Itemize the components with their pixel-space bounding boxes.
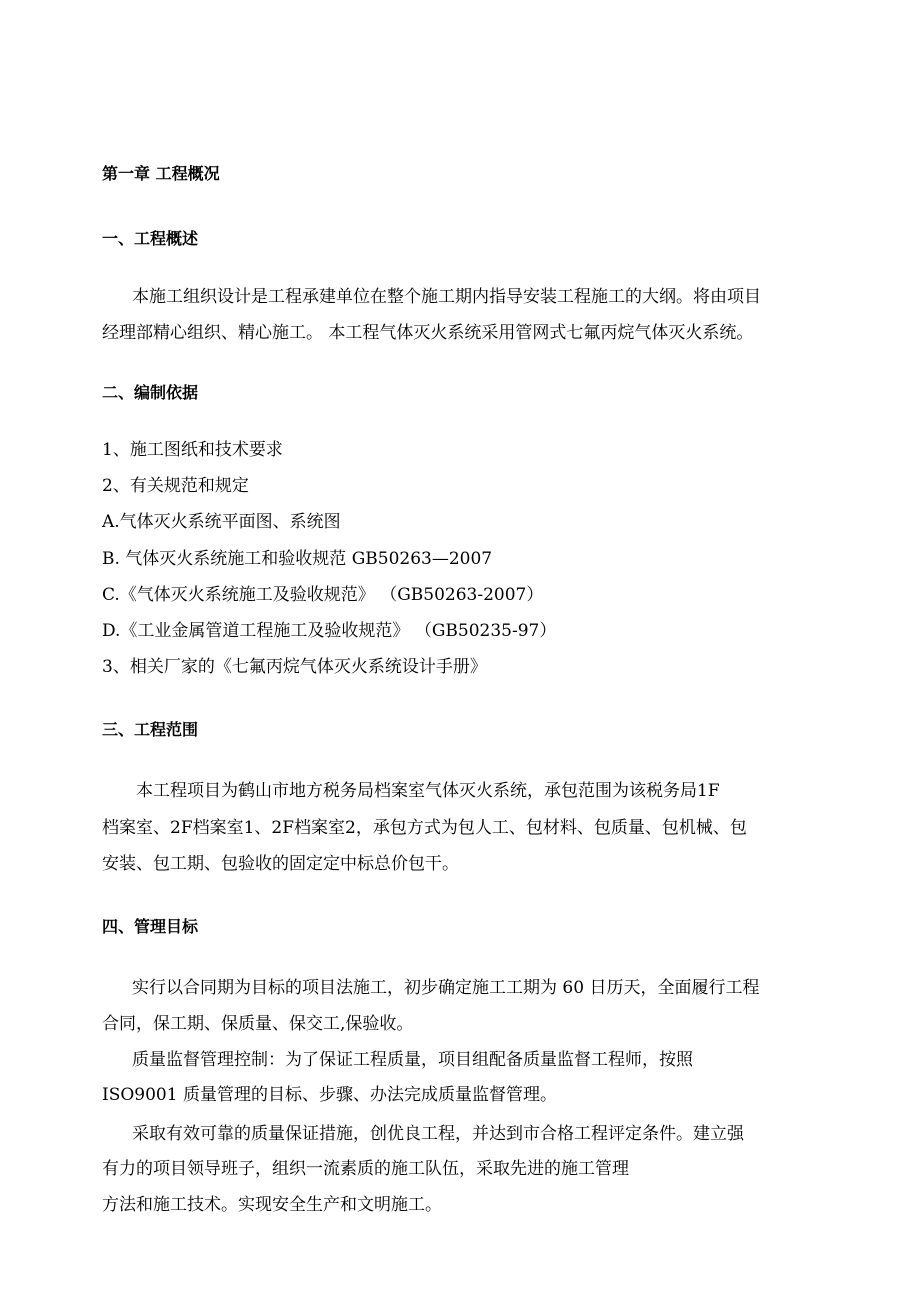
list-item: 2、有关规范和规定	[102, 476, 249, 496]
section-heading-basis: 二、编制依据	[102, 383, 199, 402]
paragraph-line: ISO9001 质量管理的目标、步骤、办法完成质量监督管理。	[102, 1085, 557, 1105]
paragraph-line: 安装、包工期、包验收的固定定中标总价包干。	[102, 854, 459, 874]
paragraph-line: 经理部精心组织、精心施工。 本工程气体灭火系统采用管网式七氟丙烷气体灭火系统。	[102, 323, 754, 343]
list-item: C.《气体灭火系统施工及验收规范》 （GB50263-2007）	[102, 585, 544, 605]
list-item: 1、施工图纸和技术要求	[102, 440, 283, 460]
paragraph-line: 合同，保工期、保质量、保交工,保验收。	[102, 1014, 414, 1034]
paragraph-line: 有力的项目领导班子，组织一流素质的施工队伍，采取先进的施工管理	[102, 1159, 629, 1179]
paragraph-line: 质量监督管理控制：为了保证工程质量，项目组配备质量监督工程师，按照	[132, 1050, 693, 1070]
paragraph-line: 本工程项目为鹤山市地方税务局档案室气体灭火系统，承包范围为该税务局1F	[136, 781, 720, 801]
list-item: D.《工业金属管道工程施工及验收规范》 （GB50235-97）	[102, 621, 557, 641]
list-item: 3、相关厂家的《七氟丙烷气体灭火系统设计手册》	[102, 657, 487, 677]
paragraph-line: 实行以合同期为目标的项目法施工，初步确定施工工期为 60 日历天，全面履行工程	[132, 978, 760, 998]
list-item: A.气体灭火系统平面图、系统图	[102, 512, 341, 532]
section-heading-goals: 四、管理目标	[102, 917, 199, 936]
paragraph-line: 本施工组织设计是工程承建单位在整个施工期内指导安装工程施工的大纲。将由项目	[132, 287, 761, 307]
paragraph-line: 档案室、2F档案室1、2F档案室2，承包方式为包人工、包材料、包质量、包机械、包	[102, 818, 747, 838]
paragraph-line: 方法和施工技术。实现安全生产和文明施工。	[102, 1195, 442, 1215]
paragraph-line: 采取有效可靠的质量保证措施，创优良工程，并达到市合格工程评定条件。建立强	[132, 1124, 744, 1144]
chapter-title: 第一章 工程概况	[102, 164, 220, 183]
section-heading-scope: 三、工程范围	[102, 720, 199, 739]
section-heading-overview: 一、工程概述	[102, 229, 199, 248]
list-item: B. 气体灭火系统施工和验收规范 GB50263—2007	[102, 549, 493, 569]
